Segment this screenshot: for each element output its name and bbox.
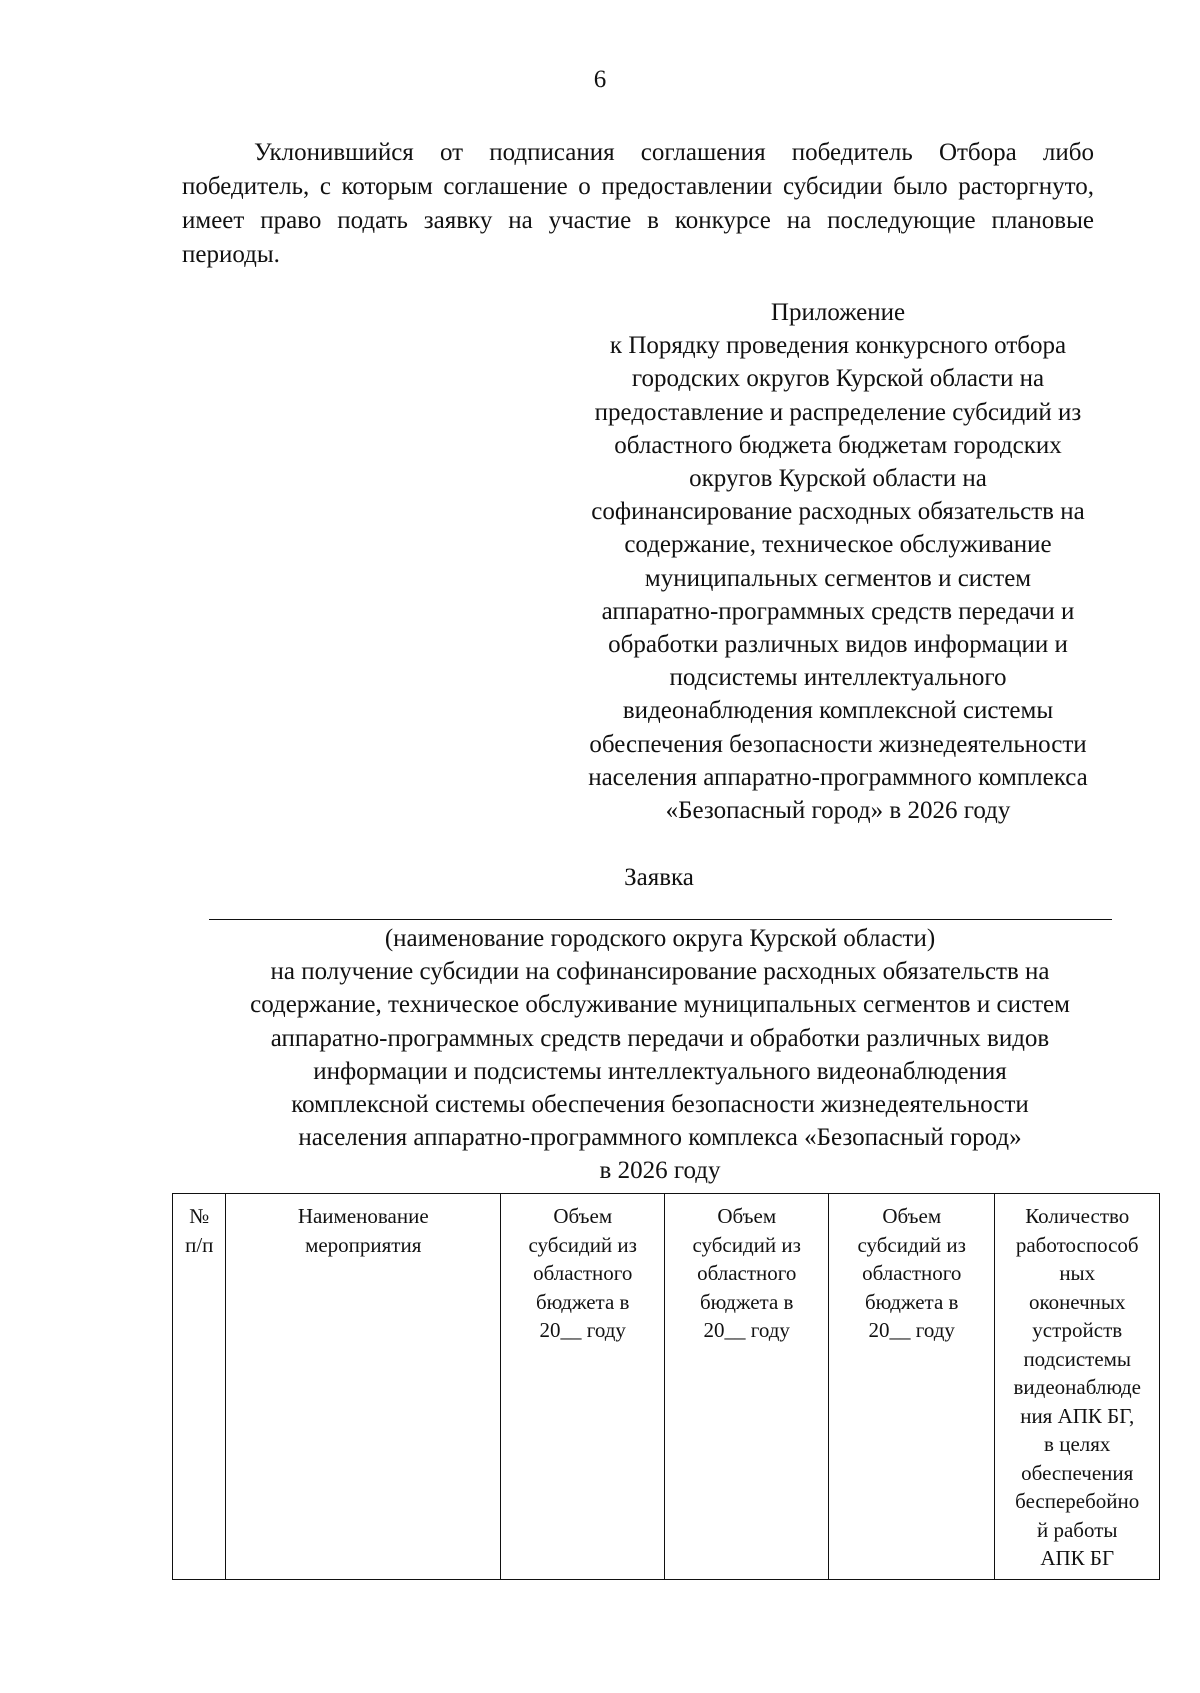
header-subsidy-volume-3: Объем субсидий из областного бюджета в 20__ году: [828, 1194, 995, 1580]
subtitle-line: комплексной системы обеспечения безопасности жизнедеятельности: [291, 1091, 1029, 1119]
appendix-line: предоставление и распределение субсидий из: [594, 398, 1082, 426]
appendix-line: обеспечения безопасности жизнедеятельности: [589, 730, 1087, 758]
appendix-line: видеонаблюдения комплексной системы: [622, 697, 1054, 725]
appendix-line: подсистемы интеллектуального: [669, 664, 1007, 692]
appendix-line: населения аппаратно-программного комплекса: [588, 763, 1088, 791]
table-header-row: [173, 1194, 1160, 1580]
header-device-count: Количество работоспособ ных оконечных устройств подсистемы видеонаблюде ния АПК БГ, в целях обеспечения бесперебойно й работы АПК БГ: [995, 1194, 1160, 1580]
appendix-line: содержание, техническое обслуживание: [624, 531, 1052, 559]
appendix-line: к Порядку проведения конкурсного отбора: [609, 332, 1067, 360]
header-number: № п/п: [173, 1194, 226, 1580]
subtitle-line: населения аппаратно-программного комплекса «Безопасный город»: [298, 1124, 1022, 1152]
appendix-line: городских округов Курской области на: [631, 365, 1045, 393]
header-subsidy-volume-1: Объем субсидий из областного бюджета в 20__ году: [500, 1194, 665, 1580]
municipality-name-blank-line: [209, 919, 1112, 920]
subtitle-line: в 2026 году: [599, 1157, 721, 1185]
appendix-line: софинансирование расходных обязательств на: [591, 498, 1085, 526]
header-subsidy-volume-2: Объем субсидий из областного бюджета в 20__ году: [665, 1194, 828, 1580]
appendix-line: муниципальных сегментов и систем: [644, 564, 1032, 592]
subtitle-line: информации и подсистемы интеллектуального видеонаблюдения: [313, 1057, 1007, 1085]
application-subtitle: [60, 922, 1200, 1188]
subtitle-line: аппаратно-программных средств передачи и обработки различных видов: [270, 1024, 1050, 1052]
appendix-block: [540, 296, 1136, 827]
subtitle-line: (наименование городского округа Курской области): [384, 925, 936, 952]
appendix-title: Приложение: [770, 299, 906, 326]
appendix-line: округов Курской области на: [689, 465, 987, 493]
appendix-line: «Безопасный город» в 2026 году: [665, 797, 1011, 825]
intro-paragraph: Уклонившийся от подписания соглашения победитель Отбора либо победитель, с которым соглашение о предоставлении субсидии было расторгнуто, имеет право подать заявку на участие в конкурсе на последующие плановые периоды.: [182, 139, 1094, 268]
page-number: 6: [593, 66, 607, 93]
subtitle-line: на получение субсидии на софинансирование расходных обязательств на: [270, 958, 1050, 986]
appendix-line: аппаратно-программных средств передачи и: [601, 597, 1075, 625]
appendix-line: областного бюджета бюджетам городских: [614, 431, 1062, 459]
appendix-line: обработки различных видов информации и: [608, 631, 1068, 659]
application-table: [172, 1193, 1160, 1580]
subtitle-line: содержание, техническое обслуживание муниципальных сегментов и систем: [250, 991, 1070, 1019]
header-event-name: Наименование мероприятия: [226, 1194, 501, 1580]
application-title: Заявка: [624, 864, 694, 891]
